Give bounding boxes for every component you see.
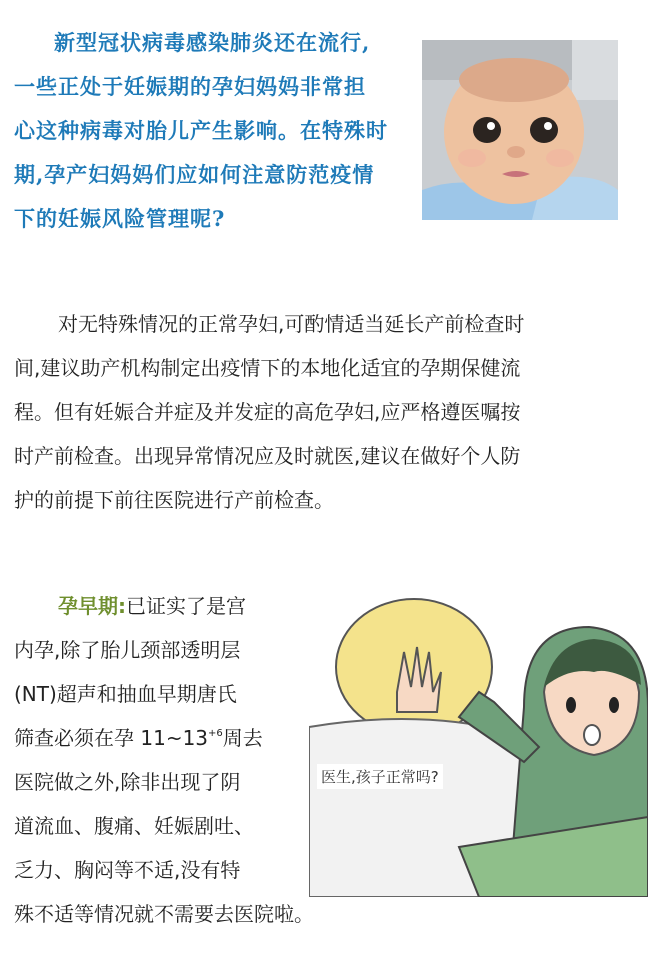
intro-line-3: 心这种病毒对胎儿产生影响。在特殊时	[14, 118, 388, 143]
paragraph-2-line-1: 对无特殊情况的正常孕妇,可酌情适当延长产前检查时	[58, 312, 525, 336]
section-3-line-2: 内孕,除了胎儿颈部透明层	[14, 638, 241, 662]
section-3-line-5: 医院做之外,除非出现了阴	[14, 770, 241, 794]
cartoon-drawing	[309, 597, 648, 897]
intro-line-5: 下的妊娠风险管理呢?	[14, 206, 226, 231]
section-3-line-7: 乏力、胸闷等不适,没有特	[14, 858, 241, 882]
baby-photo	[422, 40, 618, 220]
paragraph-2-line-3: 程。但有妊娠合并症及并发症的高危孕妇,应严格遵医嘱按	[14, 400, 521, 424]
section-3-line-6: 道流血、腹痛、妊娠剧吐、	[14, 814, 254, 838]
intro-line-1: 新型冠状病毒感染肺炎还在流行,	[54, 30, 371, 55]
section-3-superscript: +6	[208, 728, 223, 739]
section-3-text-4a: 筛查必须在孕 11	[14, 726, 166, 750]
intro-line-2: 一些正处于妊娠期的孕妇妈妈非常担	[14, 74, 366, 99]
intro-line-4: 期,孕产妇妈妈们应如何注意防范疫情	[14, 162, 375, 187]
paragraph-2-line-2: 间,建议助产机构制定出疫情下的本地化适宜的孕期保健流	[14, 356, 521, 380]
paragraph-2-line-4: 时产前检查。出现异常情况应及时就医,建议在做好个人防	[14, 444, 521, 468]
cartoon-caption: 医生,孩子正常吗?	[317, 764, 443, 789]
section-3-heading: 孕早期:	[58, 594, 126, 618]
section-3-line-1	[58, 590, 246, 619]
section-3-text-4b: ~13	[165, 726, 209, 750]
section-3-text-4c: 周去	[222, 726, 263, 750]
cartoon-illustration	[309, 597, 648, 897]
paragraph-2-line-5: 护的前提下前往医院进行产前检查。	[14, 488, 334, 512]
section-3-line-8: 殊不适等情况就不需要去医院啦。	[14, 902, 314, 926]
section-3-line-4	[14, 722, 263, 751]
baby-illustration	[422, 40, 618, 220]
section-3-line-3: (NT)超声和抽血早期唐氏	[14, 682, 237, 706]
section-3-text-1: 已证实了是宫	[126, 594, 246, 618]
